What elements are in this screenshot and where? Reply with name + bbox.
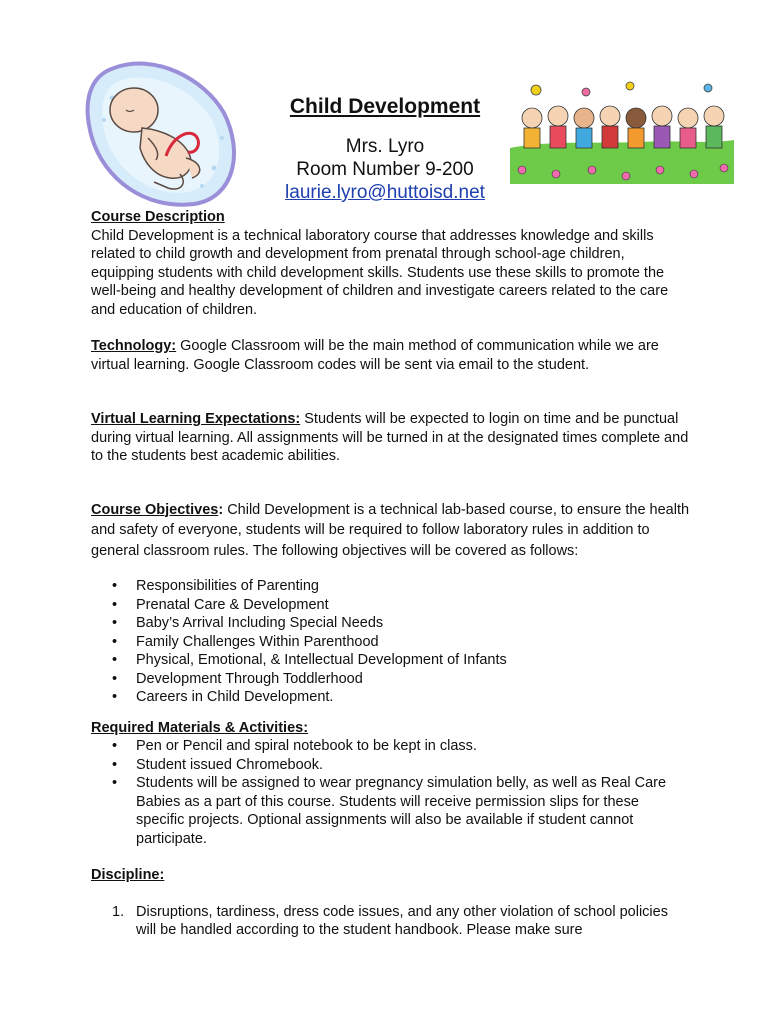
virtual-learning-heading: Virtual Learning Expectations:: [91, 411, 301, 427]
list-number: 1.: [112, 903, 125, 920]
required-materials-heading: Required Materials & Activities:: [91, 719, 309, 736]
children-holding-hands-illustration: [510, 78, 734, 184]
discipline-list: [91, 903, 691, 940]
virtual-learning-paragraph: [91, 410, 691, 466]
list-item-text: Disruptions, tardiness, dress code issues, and any other violation of school policies will be handled according to the student handbook. Please make sure: [136, 903, 668, 938]
materials-list: [91, 737, 691, 848]
list-item: • Prenatal Care & Development: [91, 596, 691, 615]
list-item: • Careers in Child Development.: [91, 688, 691, 707]
discipline-heading: Discipline:: [91, 867, 165, 883]
list-item: • Physical, Emotional, & Intellectual Development of Infants: [91, 651, 691, 670]
technology-heading: Technology:: [91, 338, 177, 354]
list-item: • Family Challenges Within Parenthood: [91, 633, 691, 652]
document-body: [91, 208, 691, 940]
objectives-list: [91, 577, 691, 707]
list-item: • Development Through Toddlerhood: [91, 670, 691, 689]
page-title: Child Development: [289, 95, 481, 118]
virtual-learning-text: Students will be expected to login on time and be punctual during virtual learning. All assignments will be turned in at the designated times complete and to the students best academic abilities.: [91, 411, 689, 464]
teacher-email-link[interactable]: laurie.lyro@huttoisd.net: [285, 182, 485, 203]
course-objectives-heading: Course Objectives: [91, 501, 219, 518]
list-item: • Responsibilities of Parenting: [91, 577, 691, 596]
list-item: [91, 903, 691, 940]
list-item: • Student issued Chromebook.: [91, 756, 691, 775]
course-objectives-colon: :: [218, 501, 224, 518]
list-item: • Pen or Pencil and spiral notebook to be kept in class.: [91, 737, 691, 756]
technology-text: Google Classroom will be the main method of communication while we are virtual learning. Google Classroom codes will be sent via email to the student.: [91, 338, 659, 373]
list-item: • Students will be assigned to wear pregnancy simulation belly, as well as Real Care Babies as a part of this course. Students will receive permission slips for these specific projects. Optional assignments will also be available if student cannot participate.: [91, 774, 691, 848]
embryo-illustration: [84, 58, 244, 208]
course-description-text: Child Development is a technical laboratory course that addresses knowledge and skills related to child growth and development from prenatal through school-age children, equipping students with child development skills. Students use these skills to promote the well-being and healthy development of children and investigate careers related to the care and education of children.: [91, 227, 669, 318]
teacher-name: Mrs. Lyro: [345, 136, 425, 157]
list-item: • Baby’s Arrival Including Special Needs: [91, 614, 691, 633]
course-objectives-paragraph: [91, 500, 691, 562]
course-objectives-text: Child Development is a technical lab-based course, to ensure the health and safety of everyone, students will be required to follow laboratory rules in addition to general classroom rules. The following objectives will be covered as follows:: [91, 501, 690, 559]
course-description-heading: Course Description: [91, 209, 225, 225]
technology-paragraph: [91, 337, 691, 374]
header-block: [250, 93, 520, 204]
room-number: Room Number 9-200: [296, 159, 474, 180]
